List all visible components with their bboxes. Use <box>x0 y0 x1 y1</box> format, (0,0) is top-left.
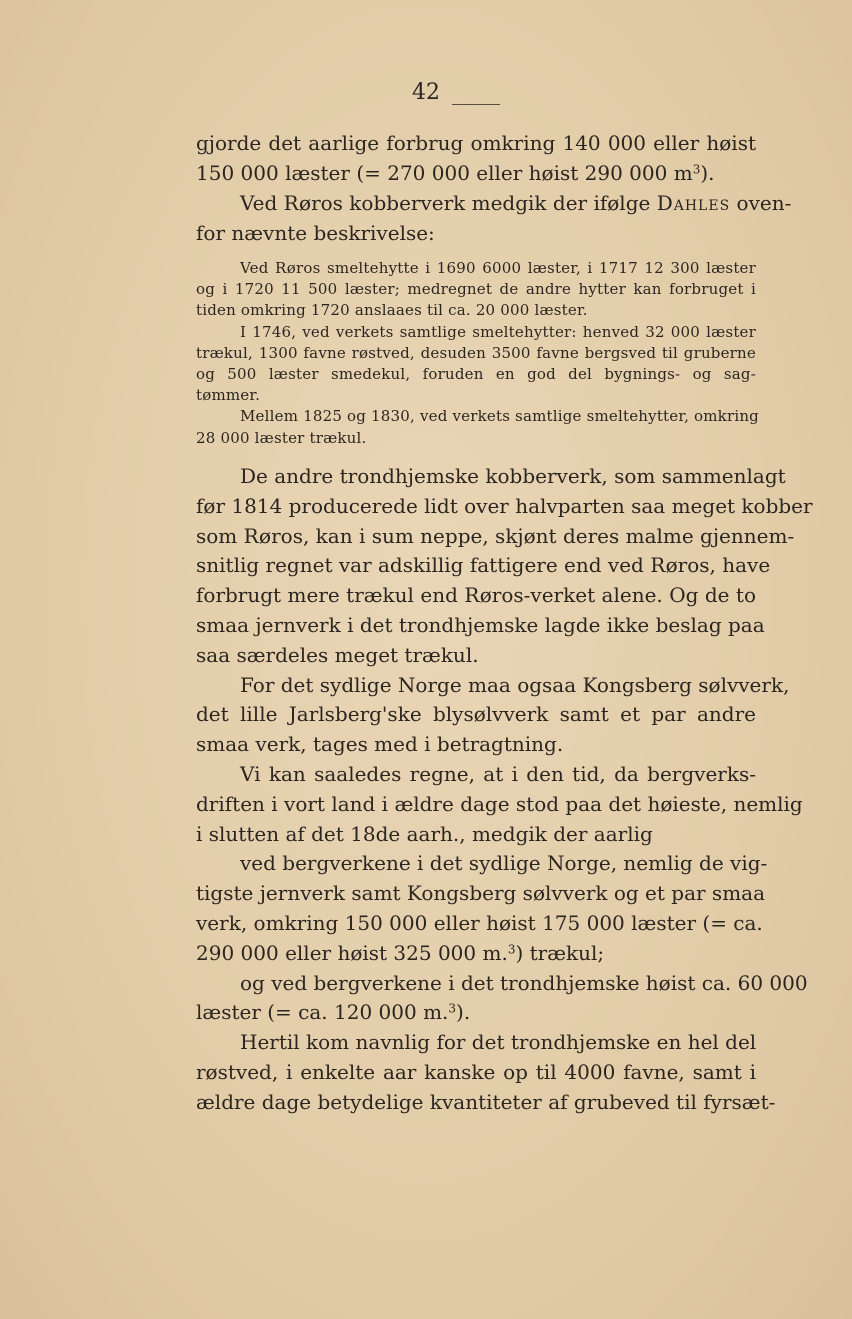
text-line: før 1814 producerede lidt over halvparten saa meget kobber <box>196 493 813 518</box>
text-line: driften i vort land i ældre dage stod paa det høieste, nemlig <box>196 791 803 816</box>
quote-line: I 1746, ved verkets samtlige smeltehytter: henved 32 000 læster <box>240 322 756 341</box>
text-line: Ved Røros kobberverk medgik der ifølge Dahles oven- <box>240 191 792 215</box>
text-line: ældre dage betydelige kvantiteter af grubeved til fyrsæt- <box>196 1089 776 1114</box>
page-number-rule <box>452 104 500 105</box>
text-line: røstved, i enkelte aar kanske op til 4000 favne, samt i <box>196 1059 756 1084</box>
text-line: For det sydlige Norge maa ogsaa Kongsberg sølvverk, <box>240 672 790 697</box>
text-line: verk, omkring 150 000 eller høist 175 000 læster (= ca. <box>196 910 763 935</box>
quote-line: Ved Røros smeltehytte i 1690 6000 læster, i 1717 12 300 læster <box>240 259 756 277</box>
quote-line: og 500 læster smedekul, foruden en god del bygnings- og sag- <box>196 365 756 384</box>
text-line: forbrugt mere trækul end Røros-verket alene. Og de to <box>196 583 756 608</box>
text-line: 290 000 eller høist 325 000 m.$^3$) trækul; <box>196 940 605 965</box>
text-line: smaa jernverk i det trondhjemske lagde ikke beslag paa <box>196 612 765 637</box>
text-line: tigste jernverk samt Kongsberg sølvverk og et par smaa <box>196 881 766 906</box>
text-line: for nævnte beskrivelse: <box>196 221 435 245</box>
quote-line: og i 1720 11 500 læster; medregnet de andre hytter kan forbruget i <box>196 280 756 299</box>
page-number: 42 <box>412 80 440 105</box>
paragraph-intro <box>196 128 792 248</box>
text-line: og ved bergverkene i det trondhjemske høist ca. 60 000 <box>240 970 808 995</box>
quote-line: 28 000 læster trækul. <box>196 428 367 447</box>
quote-line: Mellem 1825 og 1830, ved verkets samtlige smeltehytter, omkring <box>240 407 759 426</box>
text-line: smaa verk, tages med i betragtning. <box>196 732 564 757</box>
text-line: snitlig regnet var adskillig fattigere end ved Røros, have <box>196 553 771 578</box>
paragraph-body <box>196 462 813 1118</box>
text-line: 150 000 læster (= 270 000 eller høist 290 000 $m^3$). <box>196 161 715 185</box>
text-line: Hertil kom navnlig for det trondhjemske en hel del <box>240 1030 757 1055</box>
quote-line: trækul, 1300 favne røstved, desuden 3500 favne bergsved til gruberne <box>196 343 756 362</box>
text-line: ved bergverkene i det sydlige Norge, nemlig de vig- <box>240 851 768 876</box>
text-line: saa særdeles meget trækul. <box>196 642 479 667</box>
text-line: læster (= ca. 120 000 m.$^3$). <box>196 1000 471 1025</box>
text-line: i slutten af det 18de aarh., medgik der aarlig <box>196 821 653 846</box>
text-line: De andre trondhjemske kobberverk, som sammenlagt <box>240 464 786 488</box>
quoted-description <box>196 258 759 449</box>
quote-line: tømmer. <box>196 386 261 405</box>
author-name: Dahles <box>656 191 731 215</box>
text-line: som Røros, kan i sum neppe, skjønt deres malme gjennem- <box>196 523 795 548</box>
text-line: Vi kan saaledes regne, at i den tid, da bergverks- <box>240 761 756 786</box>
text-line: det lille Jarlsberg'ske blysølvverk samt et par andre <box>196 702 756 727</box>
text-line: gjorde det aarlige forbrug omkring 140 000 eller høist <box>196 131 756 155</box>
quote-line: tiden omkring 1720 anslaaes til ca. 20 000 læster. <box>196 301 588 320</box>
